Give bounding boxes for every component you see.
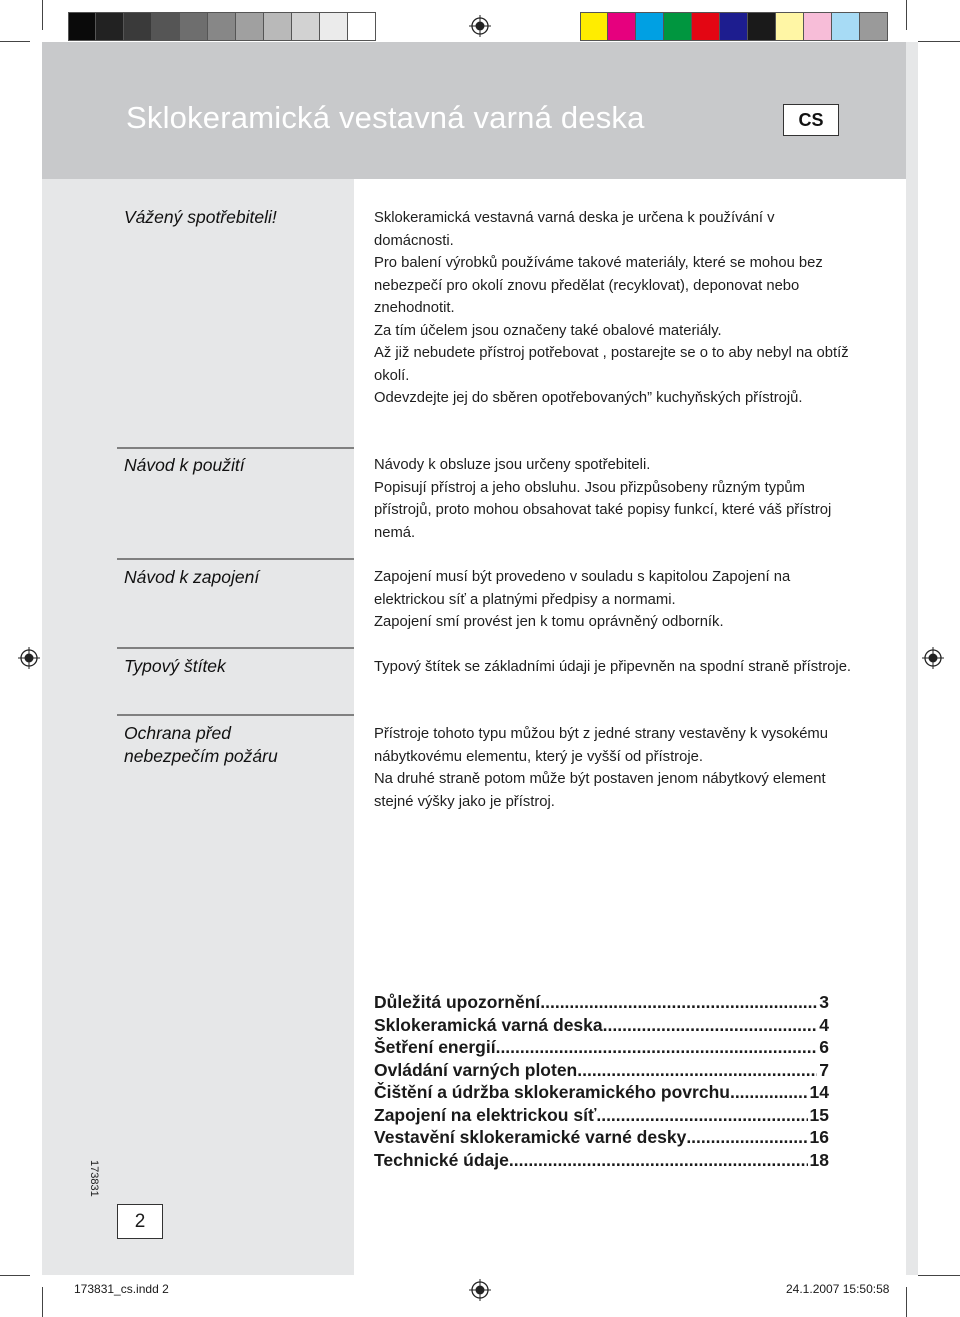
toc-entry[interactable]: [374, 1149, 829, 1172]
paragraph: Zapojení smí provést jen k tomu oprávněný odborník.: [374, 614, 724, 630]
calibration-swatch: [68, 12, 96, 41]
calibration-swatch: [208, 12, 236, 41]
registration-mark-icon: [922, 647, 944, 669]
page-title: Sklokeramická vestavná varná deska: [126, 100, 645, 135]
paragraph: Sklokeramická vestavná varná deska je určena k používání v domácnosti.: [374, 210, 775, 249]
toc-entry[interactable]: [374, 1036, 829, 1059]
crop-mark: [918, 1275, 960, 1276]
section-divider: [117, 647, 354, 649]
toc-page-number: 15: [809, 1104, 829, 1125]
toc-page-number: 4: [819, 1014, 829, 1035]
toc-label: Zapojení na elektrickou síť: [374, 1104, 597, 1125]
calibration-swatch: [692, 12, 720, 41]
calibration-swatch: [636, 12, 664, 41]
paragraph: Až již nebudete přístroj potřebovat , postarejte se o to aby nebyl na obtíž okolí.: [374, 345, 849, 384]
section-body-usage: [374, 454, 854, 544]
calibration-swatch: [664, 12, 692, 41]
toc-leader: [686, 1126, 807, 1149]
crop-mark: [0, 1275, 30, 1276]
calibration-swatch: [580, 12, 608, 41]
paragraph: Na druhé straně potom může být postaven jenom nábytkový element stejné výšky jako je přístroj.: [374, 771, 826, 810]
toc-leader: [496, 1036, 818, 1059]
toc-page-number: 14: [809, 1082, 829, 1102]
crop-mark: [42, 0, 43, 30]
calibration-swatch: [804, 12, 832, 41]
paragraph: Popisují přístroj a jeho obsluhu. Jsou přizpůsobeny různým typům přístrojů, proto mohou obsahovat také popisy funkcí, které váš přístroj nemá.: [374, 479, 832, 541]
crop-mark: [918, 41, 960, 42]
section-heading-usage: Návod k použití: [124, 455, 245, 475]
paragraph: Odevzdejte jej do sběren opotřebovaných” kuchyňských přístrojů.: [374, 390, 803, 406]
toc-label: Čištění a údržba sklokeramického povrchu: [374, 1082, 730, 1102]
paragraph: Za tím účelem jsou označeny také obalové materiály.: [374, 322, 722, 339]
paragraph: Přístroje tohoto typu můžou být z jedné strany vestavěny k vysokému nábytkovému elementu, který je vyšší od přístroje.: [374, 726, 828, 765]
calibration-swatch: [180, 12, 208, 41]
section-divider: [117, 558, 354, 560]
language-badge: CS: [783, 104, 839, 136]
toc-label: Sklokeramická varná deska: [374, 1014, 603, 1035]
calibration-swatch: [292, 12, 320, 41]
color-calibration-bar: [580, 12, 888, 41]
toc-entry[interactable]: [374, 1081, 829, 1104]
toc-entry[interactable]: [374, 1059, 829, 1082]
page-number: 2: [117, 1204, 163, 1239]
section-divider: [117, 714, 354, 716]
toc-leader: [603, 1014, 818, 1037]
calibration-swatch: [236, 12, 264, 41]
calibration-swatch: [96, 12, 124, 41]
calibration-swatch: [860, 12, 888, 41]
toc-leader: [596, 1104, 807, 1127]
document-code: 173831: [88, 1160, 100, 1197]
toc-leader: [540, 991, 817, 1014]
calibration-swatch: [124, 12, 152, 41]
page-edge-stripe: [906, 42, 918, 1275]
paragraph: Návody k obsluze jsou určeny spotřebiteli.: [374, 457, 651, 473]
crop-mark: [906, 0, 907, 30]
calibration-swatch: [348, 12, 376, 41]
print-timestamp: 24.1.2007 15:50:58: [786, 1282, 890, 1296]
section-heading-rating-plate: Typový štítek: [124, 656, 226, 676]
section-body-fire-protection: [374, 723, 854, 813]
grayscale-calibration-bar: [68, 12, 376, 41]
section-body-rating-plate: [374, 656, 854, 679]
section-heading-connection: Návod k zapojení: [124, 567, 260, 587]
toc-page-number: 16: [809, 1127, 829, 1147]
paragraph: Typový štítek se základními údaji je připevněn na spodní straně přístroje.: [374, 659, 852, 675]
registration-mark-icon: [469, 1279, 491, 1301]
calibration-swatch: [152, 12, 180, 41]
paragraph: Pro balení výrobků používáme takové materiály, které se mohou bez nebezpečí pro okolí znovu předělat (recyklovat), deponovat nebo znehodnotit.: [374, 255, 823, 316]
toc-label: Ovládání varných ploten: [374, 1059, 578, 1080]
toc-page-number: 7: [819, 1059, 829, 1080]
toc-label: Vestavění sklokeramické varné desky: [374, 1127, 687, 1147]
toc-page-number: 3: [819, 992, 829, 1012]
toc-leader: [730, 1081, 808, 1104]
section-heading-fire-protection: Ochrana před nebezpečím požáru: [124, 723, 278, 766]
registration-mark-icon: [18, 647, 40, 669]
toc-page-number: 6: [819, 1037, 829, 1057]
toc-page-number: 18: [809, 1149, 829, 1170]
section-divider: [117, 447, 354, 449]
calibration-swatch: [832, 12, 860, 41]
calibration-swatch: [264, 12, 292, 41]
registration-mark-icon: [469, 15, 491, 37]
file-info: 173831_cs.indd 2: [74, 1282, 169, 1296]
calibration-swatch: [720, 12, 748, 41]
toc-label: Technické údaje: [374, 1149, 509, 1170]
toc-leader: [577, 1059, 817, 1082]
toc-leader: [509, 1149, 808, 1172]
calibration-swatch: [776, 12, 804, 41]
section-heading-consumer: Vážený spotřebiteli!: [124, 207, 277, 227]
table-of-contents: [374, 991, 829, 1171]
calibration-swatch: [320, 12, 348, 41]
section-body-connection: [374, 566, 854, 634]
crop-mark: [0, 41, 30, 42]
toc-label: Důležitá upozornění: [374, 992, 541, 1012]
toc-entry[interactable]: [374, 1126, 829, 1149]
calibration-swatch: [608, 12, 636, 41]
crop-mark: [906, 1287, 907, 1317]
paragraph: Zapojení musí být provedeno v souladu s kapitolou Zapojení na elektrickou síť a platnými předpisy a normami.: [374, 569, 791, 608]
toc-entry[interactable]: [374, 991, 829, 1014]
section-body-consumer: [374, 207, 854, 410]
toc-entry[interactable]: [374, 1014, 829, 1037]
crop-mark: [42, 1287, 43, 1317]
calibration-swatch: [748, 12, 776, 41]
toc-label: Šetření energií: [374, 1037, 496, 1057]
toc-entry[interactable]: [374, 1104, 829, 1127]
